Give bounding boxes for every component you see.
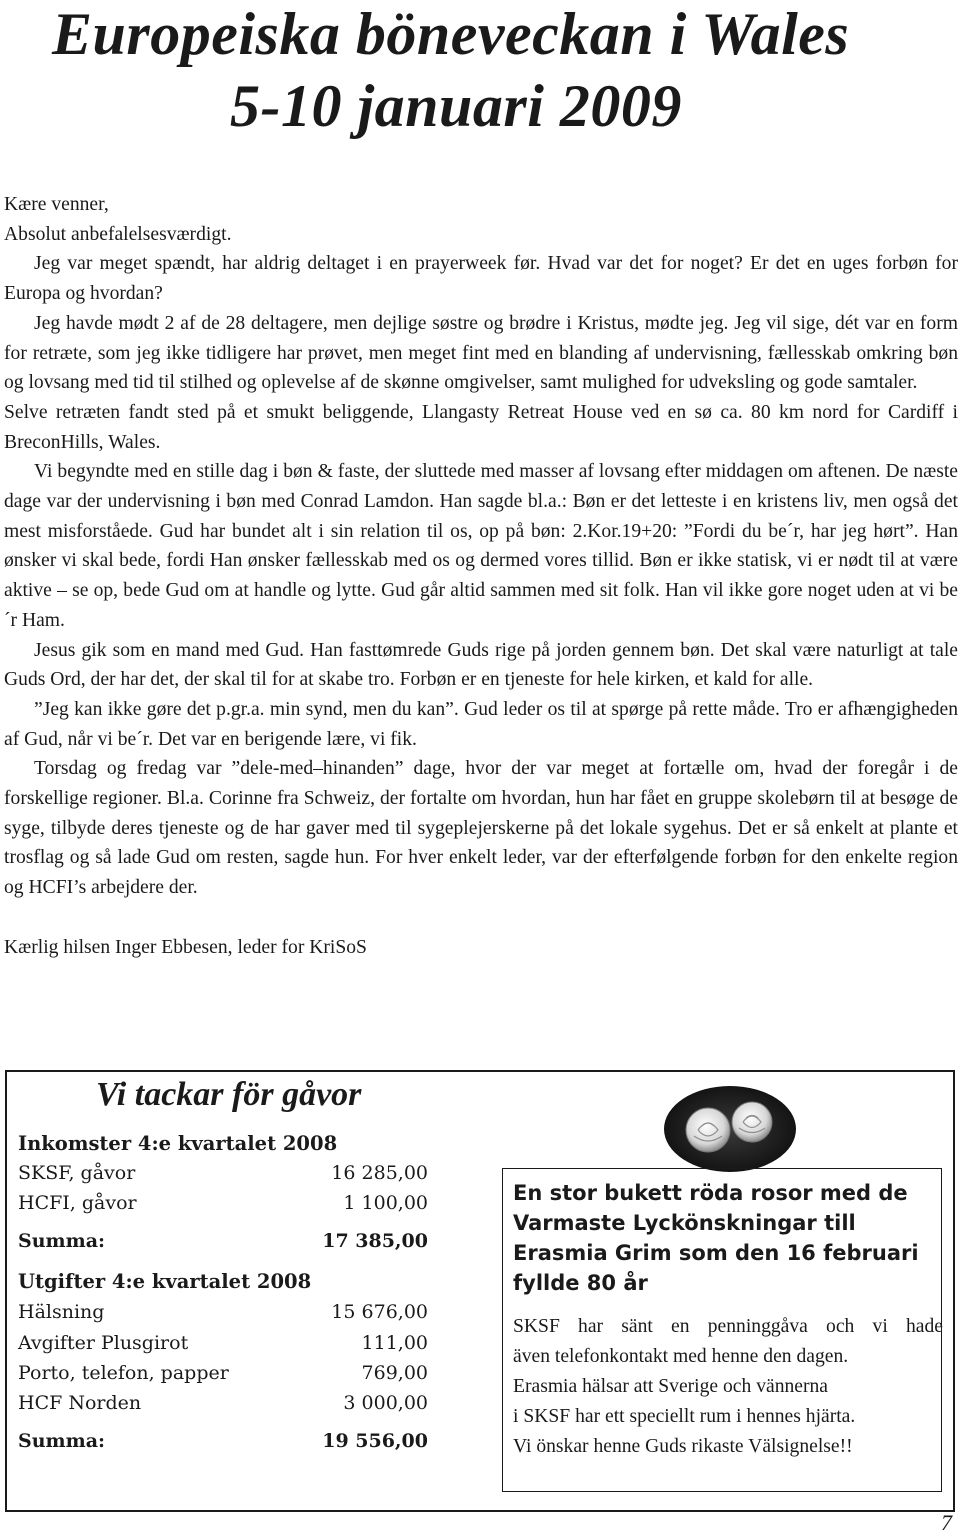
expense-amount: 111,00 [361, 1332, 428, 1354]
letter-paragraph: Jeg havde mødt 2 af de 28 deltagere, men dejlige søstre og brødre i Kristus, mødte jeg. Jeg vil sige, dét var en form for retræte, som jeg ikke tidligere har prøvet, men meget fint med en blanding af undervisning, fællesskab omkring bøn og lovsang med tid til stilhed og oplevelse af de skønne omgivelser, samt mulighed for udveksling og gode samtaler. [4, 312, 958, 394]
income-label: HCFI, gåvor [18, 1192, 137, 1214]
birthday-line: Vi önskar henne Guds rikaste Välsignelse!! [513, 1436, 853, 1457]
letter-paragraph: ”Jeg kan ikke gøre det p.gr.a. min synd, men du kan”. Gud leder os til at spørge på rette måde. Tro er afhængigheden af Gud, når vi be´r. Det var en berigende lære, vi fik. [4, 698, 958, 750]
letter-greeting: Kære venner, [4, 194, 109, 215]
income-amount: 16 285,00 [331, 1162, 428, 1184]
letter-intro: Absolut anbefalelsesværdigt. [4, 223, 232, 245]
letter-paragraph: Jesus gik som en mand med Gud. Han fasttømrede Guds rige på jorden gennem bøn. Det skal være naturligt at tale Guds Ord, der har det, der skal til for at skabe tro. Forbøn er en tjeneste for hele kirken, et kald for alle. [4, 639, 958, 691]
page-number: 7 [941, 1510, 952, 1535]
birthday-heading: En stor bukett röda rosor med de Varmaste Lyckönskningar till Erasmia Grim som den 16 februari fyllde 80 år [513, 1181, 919, 1295]
page-title-line-2: 5-10 januari 2009 [230, 73, 682, 139]
page-title-line-1: Europeiska böneveckan i Wales [52, 1, 850, 67]
income-heading: Inkomster 4:e kvartalet 2008 [18, 1132, 338, 1155]
birthday-line: även telefonkontakt med henne den dagen. [513, 1346, 849, 1367]
expense-amount: 3 000,00 [343, 1392, 428, 1414]
expense-row [18, 1332, 428, 1362]
birthday-line: Erasmia hälsar att Sverige och vännerna [513, 1376, 829, 1397]
expense-amount: 769,00 [361, 1362, 428, 1384]
expense-row [18, 1392, 428, 1422]
income-amount: 1 100,00 [343, 1192, 428, 1214]
income-row [18, 1192, 428, 1222]
letter-body [4, 190, 958, 962]
expense-total-label: Summa: [18, 1430, 106, 1452]
expense-total-amount: 19 556,00 [322, 1430, 428, 1452]
letter-signature: Kærlig hilsen Inger Ebbesen, leder for KriSoS [4, 936, 367, 958]
expense-amount: 15 676,00 [331, 1301, 428, 1323]
expenses-heading: Utgifter 4:e kvartalet 2008 [18, 1270, 312, 1293]
letter-paragraph: Torsdag og fredag var ”dele-med–hinanden” dage, hvor der var meget at fortælle om, hvad der foregår i de forskellige regioner. Bl.a. Corinne fra Schweiz, der fortalte om hvordan, hun har fået en gruppe skolebørn til at besøge de syge, tilbyde deres tjeneste og de har gaver med til sygeplejerskerne på det lokale sygehus. Det er så enkelt at plante et trosflag og så lade Gud om resten, sagde hun. For hver enkelt leder, var der efterfølgende forbøn for den enkelte region og HCFI’s arbejdere der. [4, 758, 958, 899]
birthday-text [513, 1312, 943, 1462]
income-row [18, 1162, 428, 1192]
income-total-amount: 17 385,00 [322, 1230, 428, 1252]
income-total-row [18, 1230, 428, 1260]
expense-total-row [18, 1430, 428, 1460]
expense-label: Hälsning [18, 1301, 105, 1323]
gifts-title: Vi tackar för gåvor [96, 1076, 362, 1113]
expense-label: Porto, telefon, papper [18, 1362, 229, 1384]
letter-paragraph: Vi begyndte med en stille dag i bøn & faste, der sluttede med masser af lovsang efter middagen om aftenen. De næste dage var der undervisning i bøn med Conrad Lamdon. Han sagde bl.a.: Bøn er det letteste i en kristens liv, men også det mest misforståede. Gud har bundet alt i sin relation til os, op på bøn: 2.Kor.19+20: ”Fordi du be´r, har jeg hørt”. Han ønsker vi skal bede, fordi Han ønsker fællesskab med os og dermed vores tillid. Bøn er ikke statisk, vi er nødt til at være aktive – se op, bede Gud om at handle og lytte. Gud går altid sammen med sit folk. Han vil ikke gore noget uden at vi be´r Ham. [4, 461, 958, 631]
letter-paragraph: Jeg var meget spændt, har aldrig deltaget i en prayerweek før. Hvad var det for noget? Er det en uges forbøn for Europa og hvordan? [4, 253, 958, 305]
expense-row [18, 1301, 428, 1331]
birthday-line: i SKSF har ett speciellt rum i hennes hjärta. [513, 1406, 856, 1427]
birthday-line: SKSF har sänt en penninggåva och vi hade [513, 1316, 943, 1337]
letter-paragraph: Selve retræten fandt sted på et smukt beliggende, Llangasty Retreat House ved en sø ca. 80 km nord for Cardiff i BreconHills, Wales. [4, 401, 958, 453]
expense-label: Avgifter Plusgirot [18, 1332, 189, 1354]
expense-label: HCF Norden [18, 1392, 142, 1414]
roses-image [664, 1086, 796, 1172]
expense-row [18, 1362, 428, 1392]
income-total-label: Summa: [18, 1230, 106, 1252]
income-label: SKSF, gåvor [18, 1162, 136, 1184]
